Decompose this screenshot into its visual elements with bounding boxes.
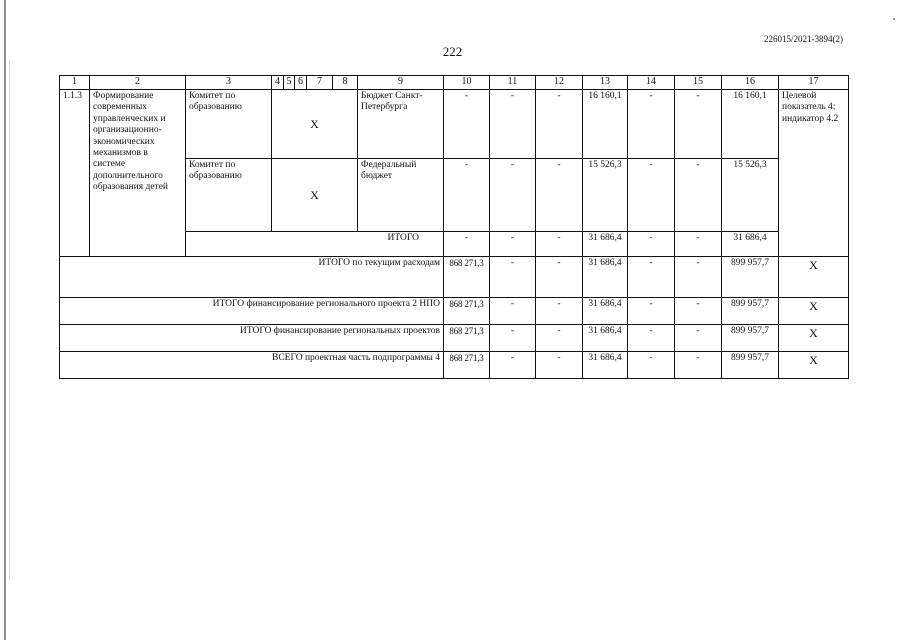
x-mark: X [272,159,358,232]
value-cell: - [536,352,583,379]
header-cell: 3 [186,76,272,90]
header-cell: 1 [60,76,90,90]
value-cell: 899 957,7 [722,325,779,352]
value-cell: 15 526,3 [583,159,628,232]
value-cell: - [536,325,583,352]
x-mark: X [779,325,849,352]
scan-edge-shadow [9,60,10,580]
value-cell: 31 686,4 [583,325,628,352]
value-cell: - [628,159,675,232]
executor-cell: Комитет по образованию [186,90,272,159]
value-cell: - [628,90,675,159]
value-cell: - [628,232,675,257]
header-cell: 9 [358,76,444,90]
scan-edge [4,0,6,640]
value-cell: 31 686,4 [583,257,628,298]
header-cell: 10 [444,76,490,90]
subtotal-label: ИТОГО [186,232,444,257]
value-cell: - [675,298,722,325]
page-number: 222 [442,44,463,59]
executor-cell: Комитет по образованию [186,159,272,232]
total-label: ВСЕГО проектная часть подпрограммы 4 [60,352,444,379]
value-cell: 16 160,1 [722,90,779,159]
value-cell: - [490,159,536,232]
header-cell: 11 [490,76,536,90]
value-cell: - [536,298,583,325]
header-cell: 5 [284,76,295,90]
header-cell: 13 [583,76,628,90]
value-cell: - [675,232,722,257]
value-cell: 868 271,3 [444,352,490,379]
value-cell: - [490,90,536,159]
value-cell: - [628,325,675,352]
value-cell: 868 271,3 [444,298,490,325]
header-cell: 16 [722,76,779,90]
value-cell: - [444,159,490,232]
value-cell: - [490,257,536,298]
value-cell: - [490,298,536,325]
value-cell: - [490,232,536,257]
value-cell: 31 686,4 [583,232,628,257]
scan-artifact [893,18,895,20]
budget-table [59,75,849,379]
value-cell: - [675,90,722,159]
value-cell: - [628,352,675,379]
x-mark: X [779,257,849,298]
value-cell: 16 160,1 [583,90,628,159]
value-cell: - [536,257,583,298]
value-cell: - [675,352,722,379]
total-row [60,352,849,379]
header-cell: 4 [272,76,284,90]
value-cell: 31 686,4 [583,352,628,379]
value-cell: 868 271,3 [444,257,490,298]
value-cell: 31 686,4 [722,232,779,257]
value-cell: 31 686,4 [583,298,628,325]
total-row [60,325,849,352]
value-cell: - [536,232,583,257]
value-cell: 899 957,7 [722,257,779,298]
target-indicator: Целевой показатель 4; индикатор 4.2 [779,90,849,257]
total-row [60,298,849,325]
x-mark: X [272,90,358,159]
value-cell: - [444,232,490,257]
value-cell: - [536,90,583,159]
x-mark: X [779,352,849,379]
value-cell: - [444,90,490,159]
value-cell: - [628,298,675,325]
total-label: ИТОГО финансирование региональных проектов [60,325,444,352]
header-cell: 17 [779,76,849,90]
funding-source: Федеральный бюджет [358,159,444,232]
total-label: ИТОГО по текущим расходам [60,257,444,298]
header-cell: 6 [295,76,307,90]
value-cell: - [675,257,722,298]
header-cell: 8 [333,76,358,90]
value-cell: 15 526,3 [722,159,779,232]
item-name: Формирование современных управленческих и организационно-экономических механизмов в системе дополнительного образования детей [90,90,186,257]
value-cell: - [675,325,722,352]
value-cell: - [675,159,722,232]
header-cell: 12 [536,76,583,90]
item-number: 1.1.3 [60,90,90,257]
document-id: 226015/2021-3894(2) [764,34,843,44]
x-mark: X [779,298,849,325]
value-cell: 899 957,7 [722,352,779,379]
value-cell: - [490,325,536,352]
total-label: ИТОГО финансирование регионального проекта 2 НПО [60,298,444,325]
header-cell: 14 [628,76,675,90]
value-cell: 868 271,3 [444,325,490,352]
value-cell: - [536,159,583,232]
header-cell: 7 [307,76,333,90]
header-cell: 15 [675,76,722,90]
total-row [60,257,849,298]
funding-source: Бюджет Санкт-Петербурга [358,90,444,159]
value-cell: 899 957,7 [722,298,779,325]
value-cell: - [490,352,536,379]
header-row [60,76,849,90]
value-cell: - [628,257,675,298]
header-cell: 2 [90,76,186,90]
table-row [60,90,849,159]
